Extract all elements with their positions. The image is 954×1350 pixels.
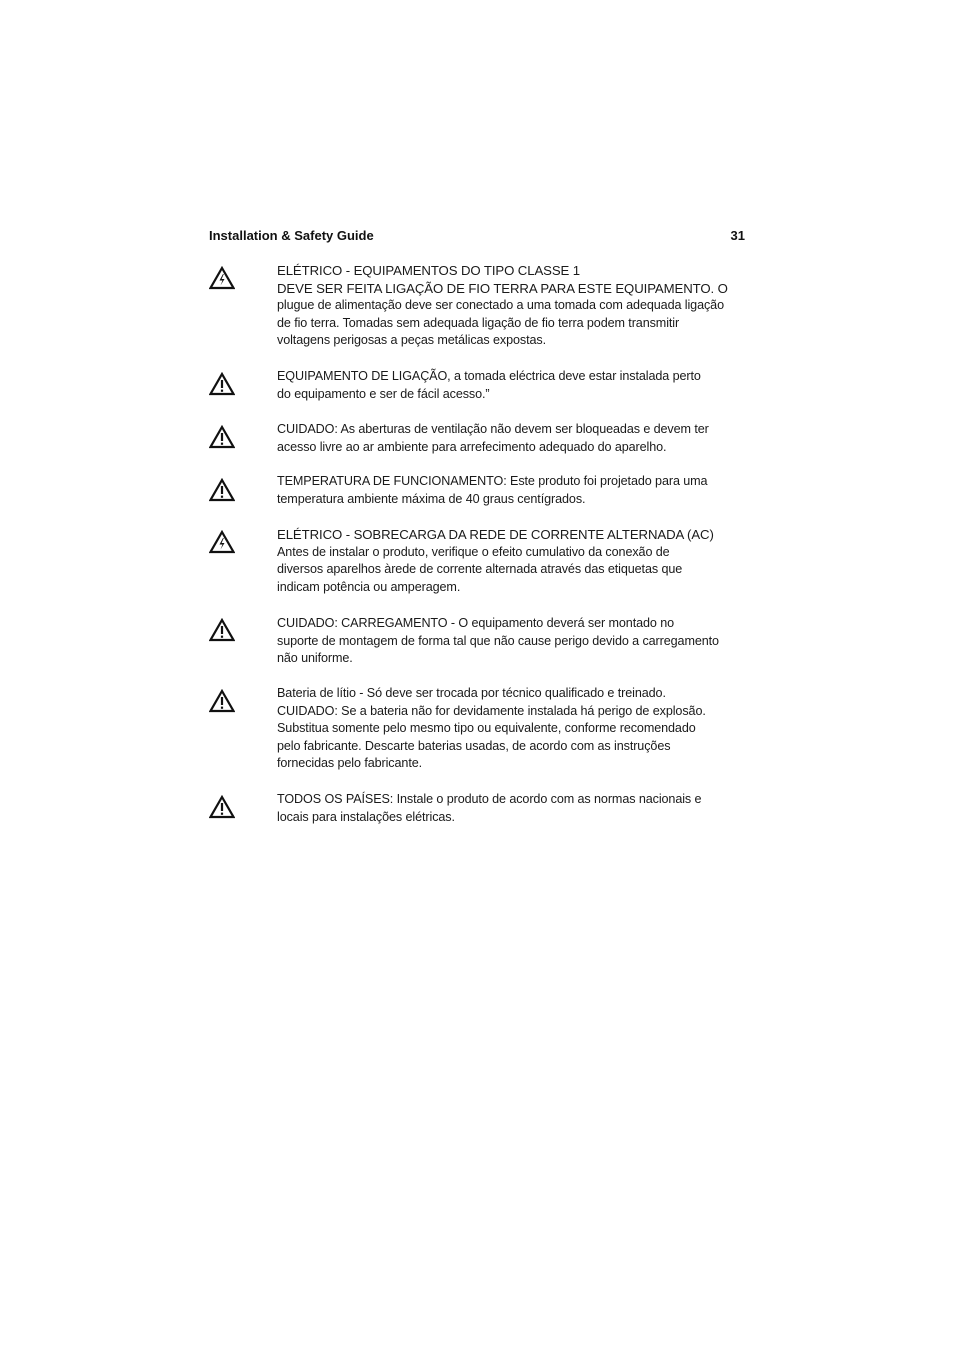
warning-line: ELÉTRICO - EQUIPAMENTOS DO TIPO CLASSE 1 (277, 263, 581, 278)
warning-text (277, 473, 747, 508)
page-header (209, 228, 745, 246)
warning-line: fornecidas pelo fabricante. (277, 756, 423, 771)
warning-line: CUIDADO: Se a bateria não for devidamente instalada há perigo de explosão. (277, 703, 706, 718)
warning-line: EQUIPAMENTO DE LIGAÇÃO, a tomada eléctrica deve estar instalada perto (277, 369, 701, 383)
warning-line: Antes de instalar o produto, verifique o efeito cumulativo da conexão de (277, 544, 670, 559)
caution-icon (209, 689, 235, 713)
warning-line: do equipamento e ser de fácil acesso.” (277, 386, 490, 401)
warning-text (277, 615, 747, 668)
warning-text (277, 368, 747, 403)
warning-line: DEVE SER FEITA LIGAÇÃO DE FIO TERRA PARA ESTE EQUIPAMENTO. O (277, 280, 728, 296)
warning-text (277, 685, 747, 773)
warning-line: voltagens perigosas a peças metálicas expostas. (277, 333, 547, 348)
electrical-hazard-icon (209, 530, 235, 554)
warning-line: suporte de montagem de forma tal que não cause perigo devido a carregamento (277, 633, 719, 648)
warning-line: acesso livre ao ar ambiente para arrefecimento adequado do aparelho. (277, 439, 667, 454)
warning-line: diversos aparelhos àrede de corrente alternada através das etiquetas que (277, 562, 683, 577)
warning-line: pelo fabricante. Descarte baterias usadas, de acordo com as instruções (277, 738, 671, 753)
warning-line: CUIDADO: CARREGAMENTO - O equipamento deverá ser montado no (277, 616, 675, 630)
warning-line: CUIDADO: As aberturas de ventilação não devem ser bloqueadas e devem ter (277, 422, 709, 436)
warning-line: Bateria de lítio - Só deve ser trocada por técnico qualificado e treinado. (277, 686, 666, 700)
caution-icon (209, 425, 235, 449)
caution-icon (209, 372, 235, 396)
warning-line: ELÉTRICO - SOBRECARGA DA REDE DE CORRENTE ALTERNADA (AC) (277, 527, 714, 542)
warning-text (277, 791, 747, 826)
warning-line: indicam potência ou amperagem. (277, 579, 461, 594)
caution-icon (209, 618, 235, 642)
warning-line: temperatura ambiente máxima de 40 graus centígrados. (277, 491, 586, 506)
warning-text (277, 421, 747, 456)
caution-icon (209, 795, 235, 819)
electrical-hazard-icon (209, 266, 235, 290)
warning-line: não uniforme. (277, 651, 353, 666)
warning-text (277, 262, 747, 350)
warning-line: TEMPERATURA DE FUNCIONAMENTO: Este produto foi projetado para uma (277, 474, 708, 488)
page-number: 31 (730, 228, 745, 243)
warning-line: plugue de alimentação deve ser conectado a uma tomada com adequada ligação (277, 298, 724, 313)
warning-line: locais para instalações elétricas. (277, 809, 455, 824)
warning-text (277, 526, 747, 596)
caution-icon (209, 478, 235, 502)
warning-line: TODOS OS PAÍSES: Instale o produto de acordo com as normas nacionais e (277, 792, 702, 806)
document-title: Installation & Safety Guide (209, 228, 374, 243)
warning-line: de fio terra. Tomadas sem adequada ligação de fio terra podem transmitir (277, 315, 680, 330)
warning-line: Substitua somente pelo mesmo tipo ou equivalente, conforme recomendado (277, 721, 696, 736)
